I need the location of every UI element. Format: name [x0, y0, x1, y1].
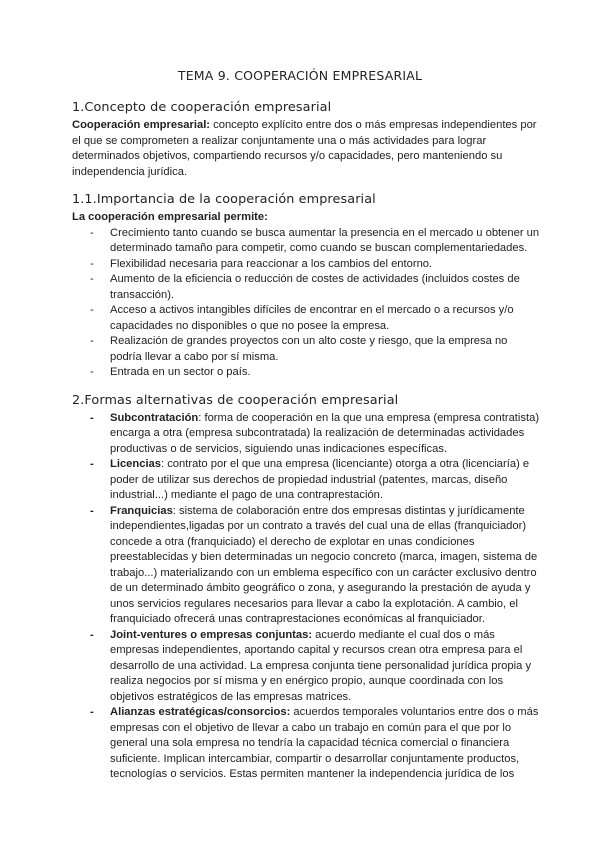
- item-term: Subcontratación: [110, 411, 199, 424]
- list-item: - Aumento de la eficiencia o reducción de costes de actividades (incluidos costes de transacción).: [90, 273, 520, 301]
- list-item: - Realización de grandes proyectos con un alto coste y riesgo, que la empresa no podría llevar a cabo por sí misma.: [90, 335, 508, 363]
- definition-paragraph: [72, 118, 542, 180]
- item-term: Alianzas estratégicas/consorcios:: [110, 706, 291, 718]
- definition-text: concepto explícito entre dos o más empresas independientes por el que se comprometen a realizar conjuntamente una o más actividades para lograr determinados objetivos, compartiendo recursos y/o capacidades, pero manteniendo su independencia jurídica.: [72, 119, 537, 178]
- item-term: Licencias: [110, 458, 161, 470]
- item-term: Franquicias: [110, 504, 173, 517]
- importance-list: [72, 226, 542, 381]
- list-item: - Flexibilidad necesaria para reaccionar a los cambios del entorno.: [90, 257, 433, 270]
- section-heading-importancia: 1.1.Importancia de la cooperación empresarial: [72, 192, 376, 207]
- page-title: TEMA 9. COOPERACIÓN EMPRESARIAL: [177, 68, 423, 83]
- list-item: - Crecimiento tanto cuando se busca aumentar la presencia en el mercado u obtener un determinado tamaño para competir, como cuando se buscan complementariedades.: [90, 226, 540, 254]
- list-item: - Entrada en un sector o país.: [90, 366, 251, 378]
- importance-lead: La cooperación empresarial permite:: [72, 211, 268, 223]
- list-item: - Alianzas estratégicas/consorcios: acuerdos temporales voluntarios entre dos o más empresas con el objetivo de llevar a cabo un trabajo en común para el que por lo general una sola empresa no tendría la capacidad técnica comercial o financiera suficiente. Implican intercambiar, compartir o desarrollar conjuntamente productos, tecnologías o servicios. Estas permiten mantener la independencia jurídica de los: [90, 706, 539, 780]
- list-item: - Franquicias: sistema de colaboración entre dos empresas distintas y jurídicamente independientes,ligadas por un contrato a través del cual una de ellas (franquiciador) concede a otra (franquiciado) el derecho de explotar en unas condiciones preestablecidas y bien determinadas un negocio concreto (marca, imagen, sistema de trabajo...) materializando con un emblema específico con un carácter exclusivo dentro de un determinado ámbito geográfico o zona, y asegurando la prestación de ayuda y unos servicios regulares necesarios para llevar a cabo la explotación. A cambio, el franquiciado ofrecerá unas contraprestaciones económicas al franquiciador.: [90, 504, 538, 625]
- section-heading-concepto: 1.Concepto de cooperación empresarial: [72, 100, 332, 115]
- section-heading-formas: 2.Formas alternativas de cooperación empresarial: [72, 392, 399, 408]
- item-term: Joint-ventures o empresas conjuntas:: [110, 628, 313, 641]
- definition-term: Cooperación empresarial:: [72, 119, 211, 131]
- forms-list: [72, 411, 542, 783]
- document-body: [72, 100, 542, 783]
- list-item: - Joint-ventures o empresas conjuntas: acuerdo mediante el cual dos o más empresas independientes, aportando capital y recursos crean otra empresa para el desarrollo de una actividad. La empresa conjunta tiene personalidad jurídica propia y realiza negocios por sí misma y en enérgico propio, aunque coordinada con los objetivos estratégicos de las empresas matrices.: [90, 628, 532, 703]
- list-item: - Subcontratación: forma de cooperación en la que una empresa (empresa contratista) encarga a otra (empresa subcontratada) la realización de determinadas actividades productivas o de servicios, siguiendo unas indicaciones específicas.: [90, 411, 540, 455]
- list-item: - Acceso a activos intangibles difíciles de encontrar en el mercado o a recursos y/o capacidades no disponibles o que no posee la empresa.: [90, 304, 514, 332]
- list-item: - Licencias: contrato por el que una empresa (licenciante) otorga a otra (licenciaría) e poder de utilizar sus derechos de propiedad industrial (patentes, marcas, diseño industrial...) mediante el pago de una contraprestación.: [90, 458, 530, 501]
